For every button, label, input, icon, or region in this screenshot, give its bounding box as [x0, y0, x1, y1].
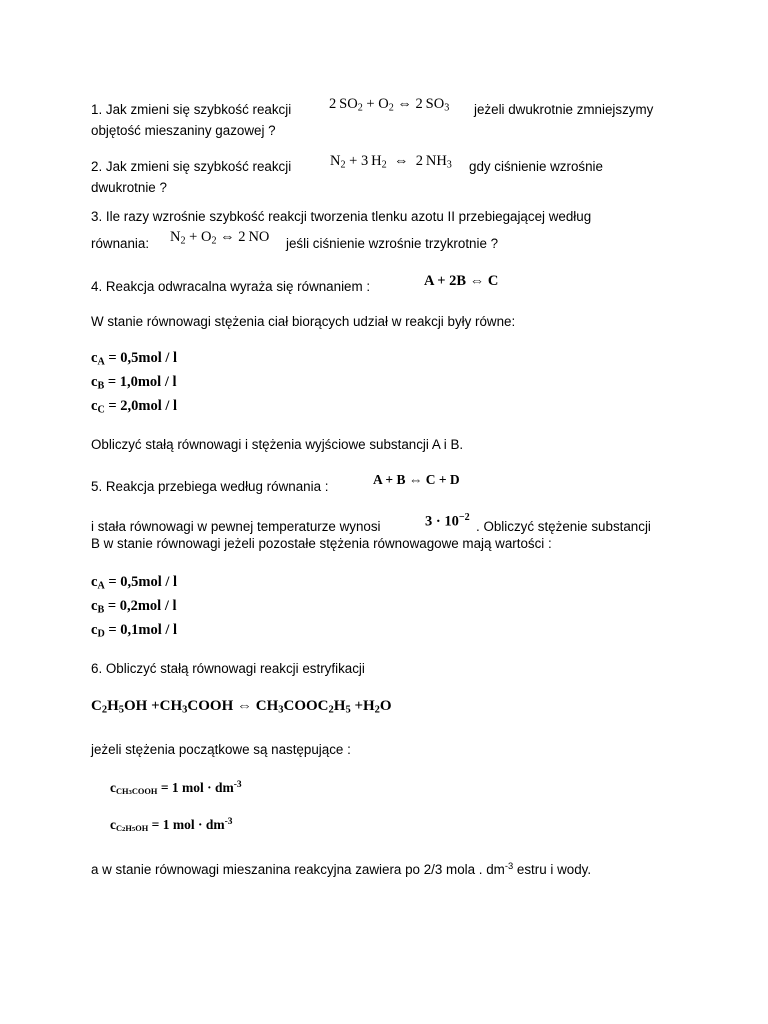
q5-k-post: . Obliczyć stężenie substancji	[476, 519, 651, 534]
q2-text-post: gdy ciśnienie wzrośnie	[469, 159, 603, 174]
q2-line2: dwukrotnie ?	[91, 180, 167, 195]
q6-equation: $C_2H_5OH$ $+CH_3COOH$ ⇔ $CH_3COOC_2H_5 +H_2O$	[91, 698, 392, 716]
q6-conc-c2h5oh: $c_{C2H5OH} = 1$ mol · $dm^{-3}$	[110, 817, 233, 834]
q5-line3: B w stanie równowagi jeżeli pozostałe stężenia równowagowe mają wartości :	[91, 536, 552, 551]
q5-k-value: $3 \cdot 10^{-2}$	[425, 512, 470, 530]
q5-conc-b: $c_B = 0,2mol / l$	[91, 598, 177, 616]
q5-k-pre: i stała równowagi w pewnej temperaturze wynosi	[91, 519, 381, 534]
q5-k-line	[91, 518, 381, 535]
q1-equation: 2 $SO_2 + O_2$ ⇔ 2 $SO_3$	[329, 96, 450, 114]
q3-text-pre: równania:	[91, 236, 150, 251]
q4-line3: Obliczyć stałą równowagi i stężenia wyjściowe substancji A i B.	[91, 437, 464, 452]
q1-line2: objętość mieszaniny gazowej ?	[91, 123, 276, 138]
q5-conc-a: $c_A = 0,5mol / l$	[91, 574, 178, 592]
q6-line2: jeżeli stężenia początkowe są następujące :	[91, 742, 351, 757]
q4-conc-a: $c_A = 0,5mol / l$	[91, 350, 178, 368]
q2-text-pre: 2. Jak zmieni się szybkość reakcji	[91, 159, 292, 174]
q4-conc-b: $c_B = 1,0mol / l$	[91, 374, 177, 392]
q1-text-post: jeżeli dwukrotnie zmniejszymy	[474, 102, 654, 117]
q2-equation: $N_2 + 3$ $H_2$ ⇔ 2 $NH_3$	[330, 153, 452, 171]
q6-conc-ch3cooh: $c_{CH3COOH} = 1$ mol · $dm^{-3}$	[110, 780, 242, 797]
q6-line1: 6. Obliczyć stałą równowagi reakcji estryfikacji	[91, 661, 365, 676]
q6-final-line: a w stanie równowagi mieszanina reakcyjna zawiera po 2/3 mola . $dm^{-3}$ estru i wody.	[91, 861, 592, 878]
q1-line1	[91, 101, 291, 118]
q5-equation: A + B ⇔ C + D	[373, 472, 460, 487]
q3-line1: 3. Ile razy wzrośnie szybkość reakcji tworzenia tlenku azotu II przebiegającej według	[91, 209, 592, 224]
q4-conc-c: $c_C = 2,0mol / l$	[91, 398, 178, 416]
q4-text-pre: 4. Reakcja odwracalna wyraża się równaniem :	[91, 279, 371, 294]
q3-text-post: jeśli ciśnienie wzrośnie trzykrotnie ?	[286, 236, 499, 251]
q4-equation: A + 2B ⇔ C	[424, 273, 499, 289]
q5-conc-d: $c_D = 0,1mol / l$	[91, 622, 178, 640]
q5-text-pre: 5. Reakcja przebiega według równania :	[91, 479, 329, 494]
q4-line2: W stanie równowagi stężenia ciał biorących udział w reakcji były równe:	[91, 314, 516, 329]
q1-text-pre: 1. Jak zmieni się szybkość reakcji	[91, 102, 292, 117]
q3-equation: $N_2 + O_2$ ⇔ 2 NO	[170, 229, 270, 247]
